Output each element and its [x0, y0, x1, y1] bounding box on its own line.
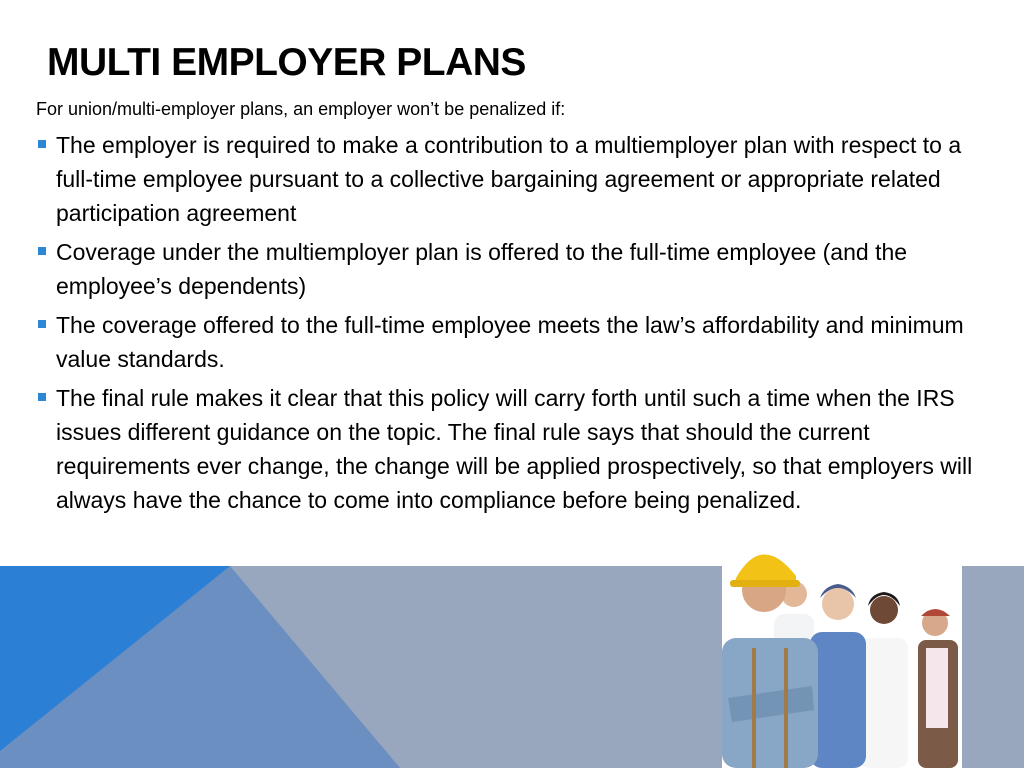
bullet-text: The coverage offered to the full-time employee meets the law’s affordability and minimum value standards. — [56, 312, 964, 372]
bullet-item — [36, 235, 996, 303]
workers-illustration — [722, 528, 962, 768]
bullet-text: The employer is required to make a contribution to a multiemployer plan with respect to a full-time employee pursuant to a collective bargaining agreement or appropriate related participation agreement — [56, 132, 962, 226]
workers-group-photo — [722, 528, 962, 768]
bullet-text: The final rule makes it clear that this policy will carry forth until such a time when the IRS issues different guidance on the topic. The final rule says that should the current requirements ever change, the change will be applied prospectively, so that employers will always have the chance to come into compliance before being penalized. — [56, 385, 973, 513]
bullet-text: Coverage under the multiemployer plan is offered to the full-time employee (and the employee’s dependents) — [56, 239, 908, 299]
bullet-list — [36, 128, 996, 522]
bullet-item — [36, 381, 996, 517]
intro-text: For union/multi-employer plans, an employer won’t be penalized if: — [36, 99, 566, 119]
square-bullet-icon — [38, 140, 46, 148]
square-bullet-icon — [38, 247, 46, 255]
square-bullet-icon — [38, 320, 46, 328]
bullet-item — [36, 128, 996, 230]
bullet-item — [36, 308, 996, 376]
square-bullet-icon — [38, 393, 46, 401]
slide-title: MULTI EMPLOYER PLANS — [47, 41, 526, 84]
